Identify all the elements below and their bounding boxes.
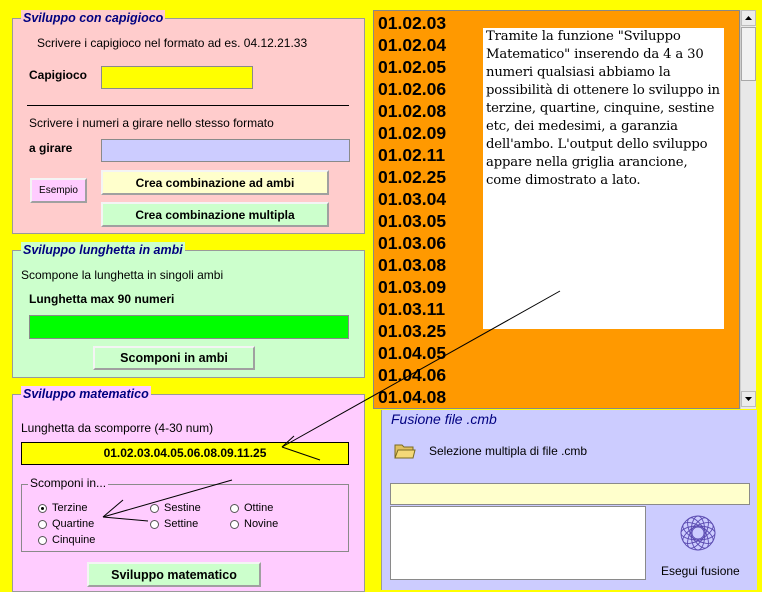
lunghetta-description: Scompone la lunghetta in singoli ambi <box>21 268 224 282</box>
output-row: 01.04.08 <box>378 387 447 407</box>
output-note: Tramite la funzione "Sviluppo Matematico" inserendo da 4 a 30 numeri qualsiasi abbiamo la possibilità di ottenere lo sviluppo in terzine, quartine, cinquine, sestine etc, dei medesimi, a garanzia dell'ambo. L'output dello sviluppo appare nella griglia arancione, come dimostrato a lato. <box>483 28 724 329</box>
matematico-panel-title: Sviluppo matematico <box>23 387 149 401</box>
girare-instruction: Scrivere i numeri a girare nello stesso formato <box>29 116 274 130</box>
output-row: 01.04.06 <box>378 365 447 385</box>
scomponi-group-title: Scomponi in... <box>30 476 107 490</box>
output-row: 01.03.04 <box>378 189 447 209</box>
esegui-fusione-label: Esegui fusione <box>661 564 740 578</box>
output-row: 01.02.25 <box>378 167 447 187</box>
arrow-input-to-radio-head2 <box>103 517 148 521</box>
output-row: 01.03.09 <box>378 277 447 297</box>
capigioco-label: Capigioco <box>29 68 88 82</box>
sviluppo-matematico-button[interactable]: Sviluppo matematico <box>87 562 261 587</box>
output-row: 01.03.11 <box>378 299 446 319</box>
radio-label: Quartine <box>52 518 95 530</box>
arrow-note-to-input <box>282 291 560 447</box>
crea-ambi-button[interactable]: Crea combinazione ad ambi <box>101 170 329 195</box>
output-row: 01.02.09 <box>378 123 447 143</box>
crea-multipla-button[interactable]: Crea combinazione multipla <box>101 202 329 227</box>
girare-label: a girare <box>29 141 73 155</box>
output-row: 01.03.08 <box>378 255 447 275</box>
lunghetta-scomporre-label: Lunghetta da scomporre (4-30 num) <box>21 421 214 435</box>
output-row: 01.03.05 <box>378 211 447 231</box>
arrow-input-to-radio <box>103 480 232 517</box>
radio-label: Settine <box>164 518 199 530</box>
lunghetta-max-label: Lunghetta max 90 numeri <box>29 292 175 306</box>
output-row: 01.03.25 <box>378 321 447 341</box>
arrow-note-to-input-head2 <box>282 447 320 460</box>
lunghetta-scomporre-input[interactable]: 01.02.03.04.05.06.08.09.11.25 <box>21 442 349 465</box>
output-row: 01.02.03 <box>378 13 447 33</box>
output-row: 01.04.05 <box>378 343 447 363</box>
output-row: 01.03.06 <box>378 233 447 253</box>
radio-label: Novine <box>244 518 279 530</box>
output-row: 01.02.08 <box>378 101 447 121</box>
capigioco-instruction: Scrivere i capigioco nel formato ad es. 04.12.21.33 <box>37 36 308 50</box>
radio-label: Ottine <box>244 502 274 514</box>
output-row: 01.02.05 <box>378 57 447 77</box>
output-row: 01.02.06 <box>378 79 447 99</box>
capigioco-panel-title: Sviluppo con capigioco <box>23 11 164 25</box>
lunghetta-panel-title: Sviluppo lunghetta in ambi <box>23 243 183 257</box>
selezione-multipla-label[interactable]: Selezione multipla di file .cmb <box>429 444 588 458</box>
radio-label: Cinquine <box>52 534 96 546</box>
scomponi-ambi-button[interactable]: Scomponi in ambi <box>93 346 255 370</box>
output-row: 01.02.11 <box>378 145 446 165</box>
esempio-button[interactable]: Esempio <box>30 178 87 203</box>
fusione-title: Fusione file .cmb <box>391 411 497 427</box>
output-row: 01.02.04 <box>378 35 447 55</box>
radio-label: Sestine <box>164 502 201 514</box>
radio-label: Terzine <box>52 502 88 514</box>
